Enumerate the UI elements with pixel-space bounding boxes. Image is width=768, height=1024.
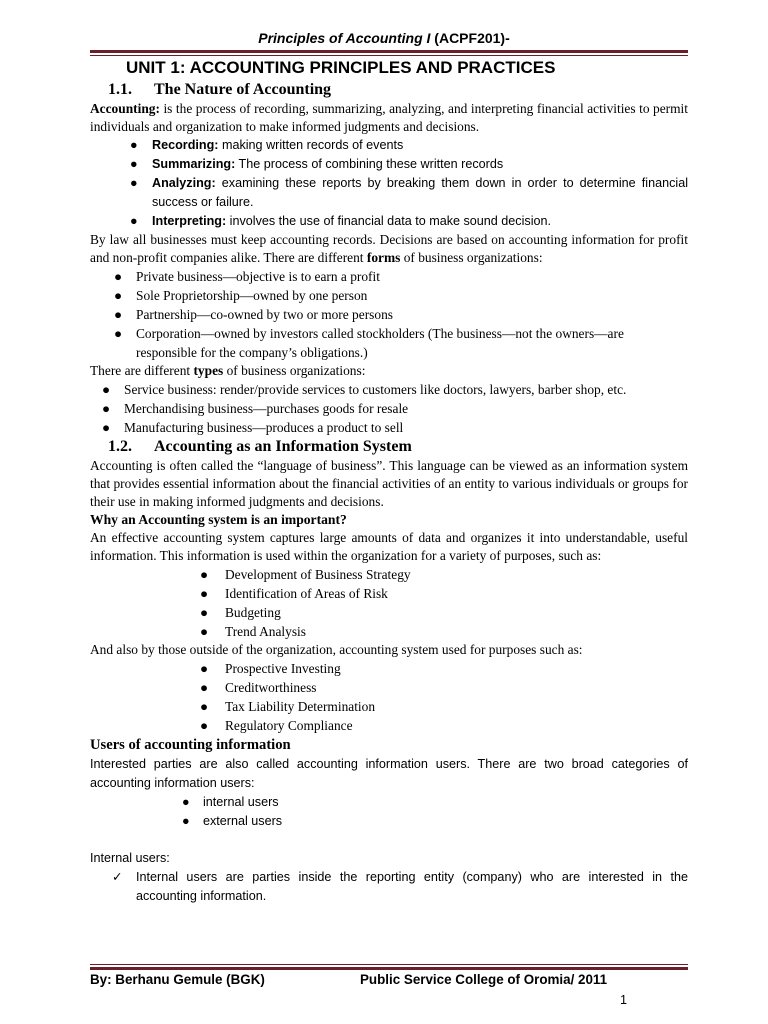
bullet-icon: ● (200, 680, 209, 695)
definition-term: Accounting: (90, 101, 160, 116)
footer-rule (90, 964, 688, 970)
unit-title: UNIT 1: ACCOUNTING PRINCIPLES AND PRACTICES (126, 58, 556, 77)
section-1-2-title (108, 437, 688, 457)
list-item: ● external users (182, 812, 688, 831)
bullet-icon: ● (130, 138, 138, 152)
list-item: ● Private business—objective is to earn a profit (114, 269, 380, 284)
bullet-icon: ● (182, 814, 190, 828)
bullet-icon: ● (102, 382, 111, 397)
list-item: ● Recording: making written records of events (130, 136, 688, 155)
bullet-icon: ● (200, 718, 209, 733)
types-list (102, 380, 688, 437)
bullet-icon: ● (200, 661, 209, 676)
list-item: ● Sole Proprietorship—owned by one person (114, 288, 368, 303)
information-system-paragraph: Accounting is often called the “language of business”. This language can be viewed as an information system that provides essential information about the financial activities of an entity to various individuals or groups for their use in making informed judgments and decisions. (90, 458, 688, 509)
list-item: ● internal users (182, 793, 688, 812)
bullet-icon: ● (114, 307, 123, 322)
list-item: ● Regulatory Compliance (200, 718, 353, 733)
users-heading: Users of accounting information (90, 737, 291, 753)
bullet-icon: ● (200, 605, 209, 620)
list-item: ● Tax Liability Determination (200, 699, 376, 714)
footer-author: By: Berhanu Gemule (BGK) (90, 972, 265, 987)
bullet-icon: ● (130, 157, 138, 171)
users-intro: Interested parties are also called accounting information users. There are two broad categories of accounting information users: (90, 757, 688, 790)
forms-list (114, 267, 688, 362)
list-item: ● Merchandising business—purchases goods for resale (102, 401, 409, 416)
bullet-icon: ● (102, 401, 111, 416)
outside-paragraph: And also by those outside of the organization, accounting system used for purposes such as: (90, 642, 583, 657)
bullet-icon: ● (102, 420, 111, 435)
bullet-icon: ● (114, 288, 123, 303)
course-title: Principles of Accounting I (258, 30, 431, 46)
list-item: ● Prospective Investing (200, 661, 341, 676)
process-list (130, 136, 688, 231)
bullet-icon: ● (114, 326, 123, 341)
section-title-text: The Nature of Accounting (154, 81, 332, 98)
list-item: ● Summarizing: The process of combining these written records (130, 155, 688, 174)
external-purposes-list (200, 659, 688, 735)
list-item: ● Partnership—co-owned by two or more persons (114, 307, 393, 322)
list-item: ● Trend Analysis (200, 624, 306, 639)
definition-text: is the process of recording, summarizing, analyzing, and interpreting financial activities to permit individuals and organization to make informed judgments and decisions. (90, 101, 688, 134)
page-header (0, 30, 768, 46)
bullet-icon: ● (200, 567, 209, 582)
bullet-icon: ● (200, 586, 209, 601)
list-item: ● Service business: render/provide services to customers like doctors, lawyers, barber shop, etc. (102, 382, 627, 397)
section-title-text: Accounting as an Information System (154, 438, 412, 455)
bullet-icon: ● (200, 624, 209, 639)
internal-users-list (112, 868, 688, 906)
why-paragraph: An effective accounting system captures large amounts of data and organizes it into understandable, useful information. This information is used within the organization for a variety of purposes, such as: (90, 530, 688, 563)
list-item: ● Interpreting: involves the use of financial data to make sound decision. (130, 212, 688, 231)
types-paragraph: There are different types of business organizations: (90, 363, 366, 378)
user-categories-list (182, 793, 688, 831)
accounting-definition (90, 100, 688, 136)
why-heading: Why an Accounting system is an important? (90, 512, 347, 527)
list-item: ● Budgeting (200, 605, 281, 620)
law-paragraph: By law all businesses must keep accounting records. Decisions are based on accounting information for profit and non-profit companies alike. There are different forms of business organizations: (90, 232, 688, 265)
list-item: ● Identification of Areas of Risk (200, 586, 388, 601)
list-item: ● Corporation—owned by investors called stockholders (The business—not the owners—are responsible for the company’s obligations.) (114, 326, 624, 360)
footer-institution: Public Service College of Oromia/ 2011 (360, 972, 608, 987)
section-1-1-title (108, 80, 688, 100)
bullet-icon: ● (200, 699, 209, 714)
internal-users-heading: Internal users: (90, 851, 170, 865)
list-item: ● Development of Business Strategy (200, 567, 411, 582)
list-item: ● Analyzing: examining these reports by breaking them down in order to determine financial success or failure. (130, 176, 688, 209)
bullet-icon: ● (182, 795, 190, 809)
bullet-icon: ● (114, 269, 123, 284)
bullet-icon: ● (130, 214, 138, 228)
page-number: 1 (620, 993, 628, 1007)
checkmark-icon: ✓ (112, 870, 123, 884)
list-item: ✓ Internal users are parties inside the reporting entity (company) who are interested in the accounting information. (112, 870, 688, 903)
list-item: ● Creditworthiness (200, 680, 317, 695)
course-code: (ACPF201)- (434, 30, 510, 46)
page-content (90, 56, 688, 906)
section-number: 1.2. (108, 438, 132, 455)
section-number: 1.1. (108, 81, 132, 98)
bullet-icon: ● (130, 176, 138, 190)
internal-purposes-list (200, 565, 688, 641)
list-item: ● Manufacturing business—produces a product to sell (102, 420, 404, 435)
